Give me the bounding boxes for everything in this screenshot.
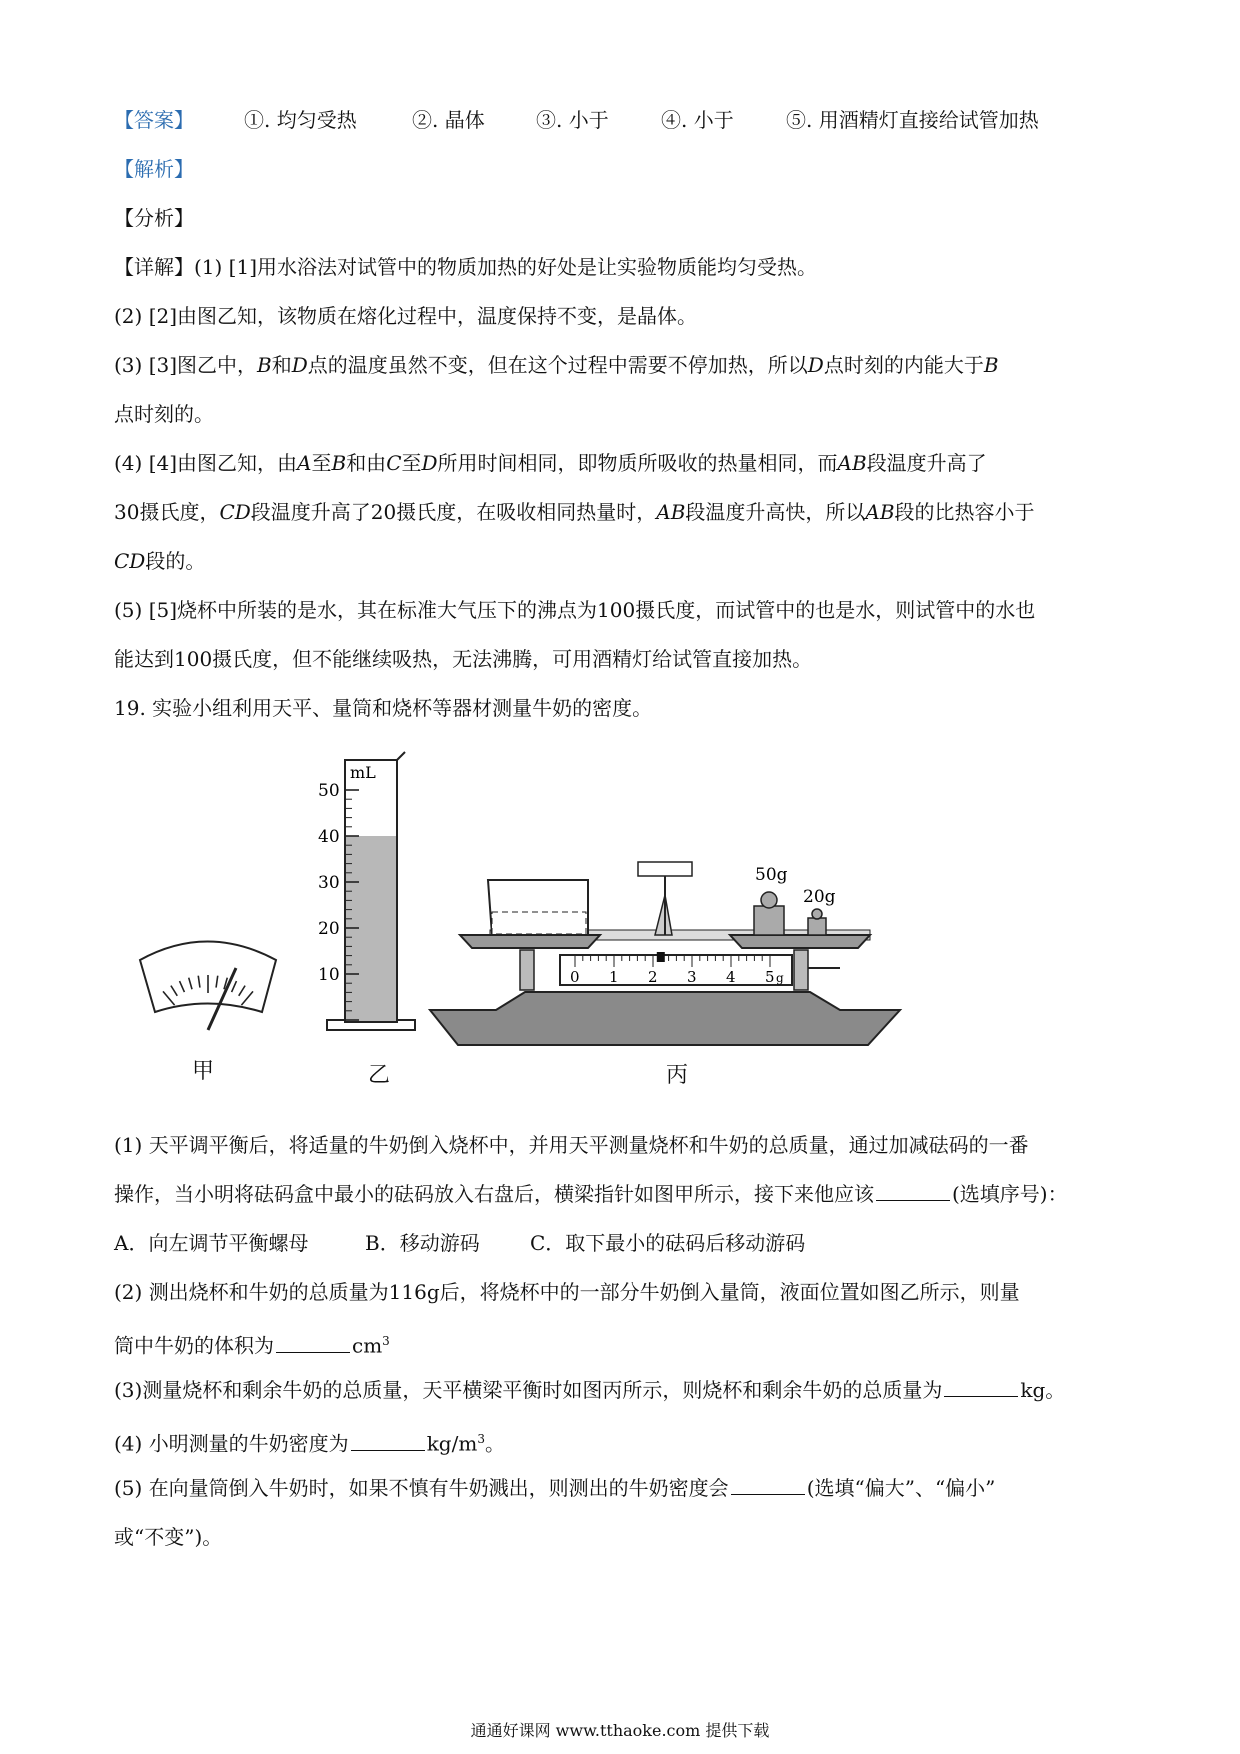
- beam-scale-label: 3: [687, 968, 697, 986]
- answer-tag: 【答案】: [114, 108, 194, 132]
- cylinder-tick-label: 20: [318, 919, 340, 939]
- detail-line-3: (3) [3]图乙中，B和D点的温度虽然不变，但在这个过程中需要不停加热，所以D点时刻的内能大于B: [114, 353, 999, 377]
- answer-item-3: ③. 小于: [536, 108, 609, 132]
- cylinder-unit-label: mL: [350, 763, 376, 782]
- cylinder-tick-label: 50: [318, 781, 340, 801]
- answer-blank-4[interactable]: [351, 1432, 425, 1451]
- fenxi-tag: 【分析】: [114, 206, 194, 230]
- detail-line-8: 能达到100摄氏度，但不能继续吸热，无法沸腾，可用酒精灯给试管直接加热。: [114, 647, 813, 671]
- detail-line-6: CD段的。: [114, 549, 206, 573]
- answer-item-5: ⑤. 用酒精灯直接给试管加热: [786, 108, 1039, 132]
- beam-scale-label: 0: [570, 968, 580, 986]
- fig-label-bing: 丙: [666, 1063, 689, 1088]
- graduated-cylinder-figure: [318, 752, 415, 1030]
- cylinder-tick-label: 30: [318, 873, 340, 893]
- answer-blank-1[interactable]: [876, 1182, 950, 1201]
- q2-line-b: 筒中牛奶的体积为 $cm^3$: [114, 1333, 390, 1358]
- answer-item-2: ②. 晶体: [412, 108, 485, 132]
- beam-scale-unit: g: [776, 971, 784, 985]
- answer-item-1: ①. 均匀受热: [244, 108, 357, 132]
- detail-line-2: (2) [2]由图乙知，该物质在熔化过程中，温度保持不变，是晶体。: [114, 304, 698, 328]
- page-footer: 通通好课网 www.tthaoke.com 提供下载: [470, 1721, 770, 1740]
- pointer-dial-figure: [140, 942, 276, 1031]
- answer-blank-2[interactable]: [276, 1334, 350, 1353]
- beam-scale-label: 2: [648, 968, 658, 986]
- q1-line-b: 操作，当小明将砝码盒中最小的砝码放入右盘后，横梁指针如图甲所示，接下来他应该 (选填序号)：: [114, 1182, 1068, 1206]
- fig-label-yi: 乙: [368, 1063, 391, 1088]
- q19-stem: 19. 实验小组利用天平、量筒和烧杯等器材测量牛奶的密度。: [114, 696, 653, 720]
- cylinder-tick-label: 40: [318, 827, 340, 847]
- answer-item-4: ④. 小于: [661, 108, 734, 132]
- q2-line-a: (2) 测出烧杯和牛奶的总质量为116g后，将烧杯中的一部分牛奶倒入量筒，液面位置如图乙所示，则量: [114, 1280, 1020, 1304]
- answer-blank-3[interactable]: [944, 1378, 1018, 1397]
- detail-line-5: 30摄氏度，CD段温度升高了20摄氏度，在吸收相同热量时，AB段温度升高快，所以AB段的比热容小于: [114, 500, 1035, 524]
- detail-line-1: 【详解】(1) [1]用水浴法对试管中的物质加热的好处是让实验物质能均匀受热。: [114, 255, 818, 279]
- beam-scale-label: 5: [765, 968, 775, 986]
- q3-line: (3)测量烧杯和剩余牛奶的总质量，天平横梁平衡时如图丙所示，则烧杯和剩余牛奶的总质量为 kg。: [114, 1378, 1066, 1402]
- detail-line-4: (4) [4]由图乙知，由A至B和由C至D所用时间相同，即物质所吸收的热量相同，而AB段温度升高了: [114, 451, 987, 475]
- answer-blank-5[interactable]: [731, 1476, 805, 1495]
- q4-line: (4) 小明测量的牛奶密度为 $kg/m^3$。: [114, 1431, 505, 1456]
- beam-scale-label: 4: [726, 968, 736, 986]
- q5-line-a: (5) 在向量筒倒入牛奶时，如果不慎有牛奶溅出，则测出的牛奶密度会 (选填“偏大”、“偏小”: [114, 1476, 996, 1500]
- detail-line-7: (5) [5]烧杯中所装的是水，其在标准大气压下的沸点为100摄氏度，而试管中的也是水，则试管中的水也: [114, 598, 1036, 622]
- detail-line-3b: 点时刻的。: [114, 402, 214, 426]
- cylinder-tick-label: 10: [318, 965, 340, 985]
- fig-label-jia: 甲: [192, 1059, 215, 1084]
- q1-option-a: A．向左调节平衡螺母: [114, 1231, 309, 1255]
- q5-line-b: 或“不变”)。: [114, 1525, 223, 1549]
- beam-scale-label: 1: [609, 968, 619, 986]
- weight-label-50g: 50g: [755, 865, 788, 885]
- q1-option-c: C．取下最小的砝码后移动游码: [530, 1231, 806, 1255]
- q1-line-a: (1) 天平调平衡后，将适量的牛奶倒入烧杯中，并用天平测量烧杯和牛奶的总质量，通过加减砝码的一番: [114, 1133, 1029, 1157]
- balance-figure: [430, 862, 900, 1045]
- weight-label-20g: 20g: [803, 887, 836, 907]
- analysis-tag: 【解析】: [114, 157, 194, 181]
- q1-option-b: B．移动游码: [365, 1231, 480, 1255]
